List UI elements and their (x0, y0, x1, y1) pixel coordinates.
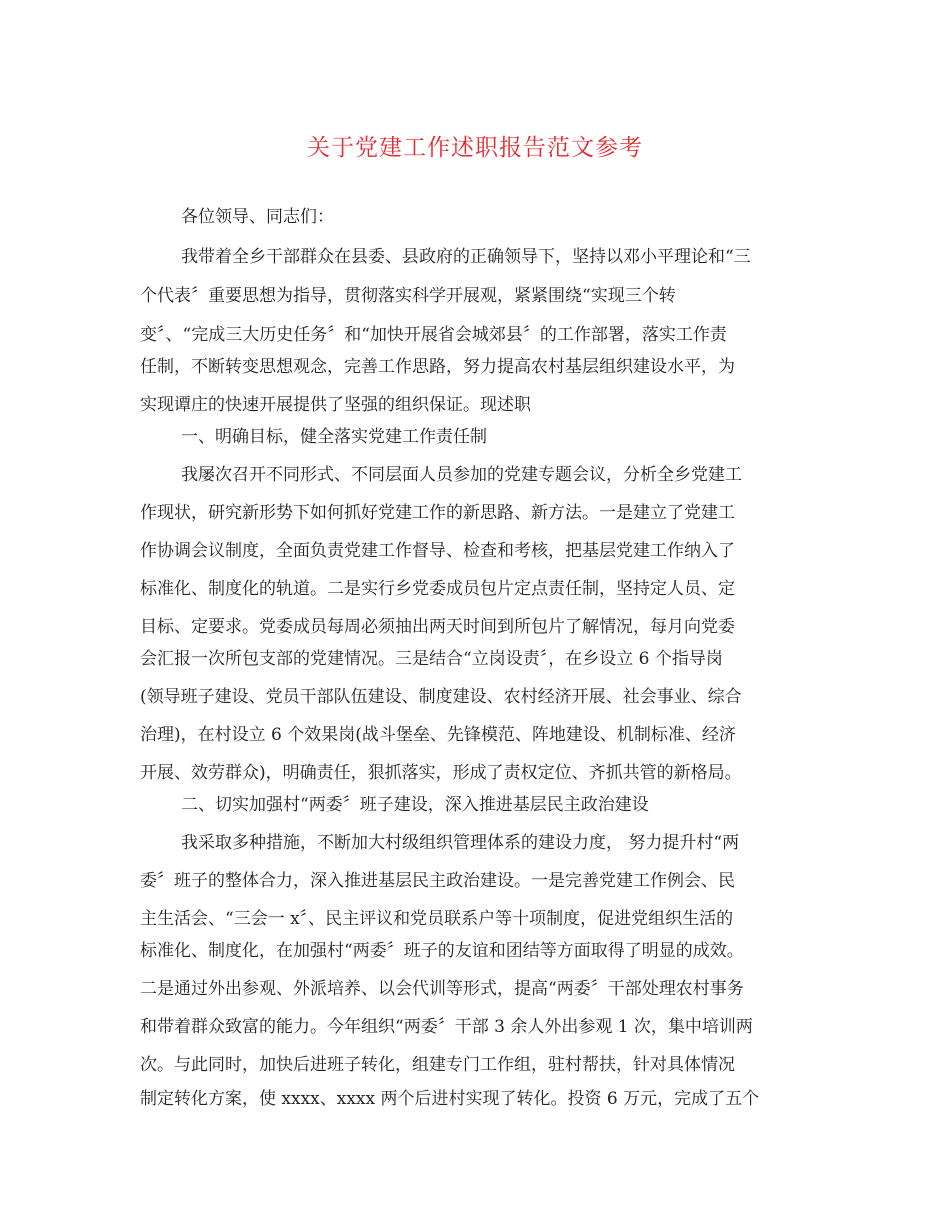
paragraph-line: (领导班子建设、党员干部队伍建设、制度建设、农村经济开展、社会事业、综合 (140, 687, 742, 707)
paragraph-line: 二是通过外出参观、外派培养、以会代训等形式，提高“两委〞干部处理农村事务 (140, 979, 744, 999)
paragraph-line: 开展、效劳群众)，明确责任，狠抓落实，形成了责权定位、齐抓共管的新格局。 (140, 763, 742, 783)
paragraph-line: 主生活会、“三会一 x〞、民主评议和党员联系户等十项制度，促进党组织生活的 (140, 909, 734, 929)
section-heading: 一、明确目标，健全落实党建工作责任制 (181, 427, 487, 447)
paragraph-line: 次。与此同时，加快后进班子转化，组建专门工作组，驻村帮扶，针对具体情况 (140, 1055, 735, 1075)
paragraph-line: 变〞、“完成三大历史任务〞和“加快开展省会城郊县〞的工作部署，落实工作责 (140, 325, 727, 345)
paragraph-line: 标准化、制度化，在加强村“两委〞班子的友谊和团结等方面取得了明显的成效。 (140, 941, 744, 961)
paragraph-line: 委〞班子的整体合力，深入推进基层民主政治建设。一是完善党建工作例会、民 (140, 871, 735, 891)
salutation: 各位领导、同志们： (181, 207, 334, 227)
paragraph-line: 作现状，研究新形势下如何抓好党建工作的新思路、新方法。一是建立了党建工 (140, 503, 735, 523)
paragraph-line: 制定转化方案，使 xxxx、xxxx 两个后进村实现了转化。投资 6 万元，完成了五个 (140, 1089, 760, 1109)
paragraph-line: 作协调会议制度，全面负责党建工作督导、检查和考核，把基层党建工作纳入了 (140, 541, 735, 561)
paragraph-line: 我屡次召开不同形式、不同层面人员参加的党建专题会议，分析全乡党建工 (181, 465, 742, 485)
section-heading: 二、切实加强村“两委〞班子建设，深入推进基层民主政治建设 (181, 795, 649, 815)
paragraph-line: 任制，不断转变思想观念，完善工作思路，努力提高农村基层组织建设水平，为 (140, 357, 735, 377)
paragraph-line: 和带着群众致富的能力。今年组织“两委〞干部 3 余人外出参观 1 次，集中培训两 (140, 1017, 753, 1037)
paragraph-line: 治理)，在村设立 6 个效果岗(战斗堡垒、先锋模范、阵地建设、机制标准、经济 (140, 725, 736, 745)
paragraph-line: 会汇报一次所包支部的党建情况。三是结合“立岗设责〞，在乡设立 6 个指导岗 (140, 649, 723, 669)
paragraph-line: 个代表〞重要思想为指导，贯彻落实科学开展观，紧紧围绕“实现三个转 (140, 286, 676, 306)
paragraph-line: 我带着全乡干部群众在县委、县政府的正确领导下，坚持以邓小平理论和“三 (181, 247, 751, 267)
paragraph-line: 目标、定要求。党委成员每周必须抽出两天时间到所包片了解情况，每月向党委 (140, 617, 735, 637)
paragraph-line: 标准化、制度化的轨道。二是实行乡党委成员包片定点责任制，坚持定人员、定 (140, 579, 735, 599)
document-title: 关于党建工作述职报告范文参考 (307, 135, 643, 161)
paragraph-line: 我采取多种措施，不断加大村级组织管理体系的建设力度， 努力提升村“两 (181, 833, 740, 853)
paragraph-line: 实现谭庄的快速开展提供了坚强的组织保证。现述职 (140, 395, 531, 415)
